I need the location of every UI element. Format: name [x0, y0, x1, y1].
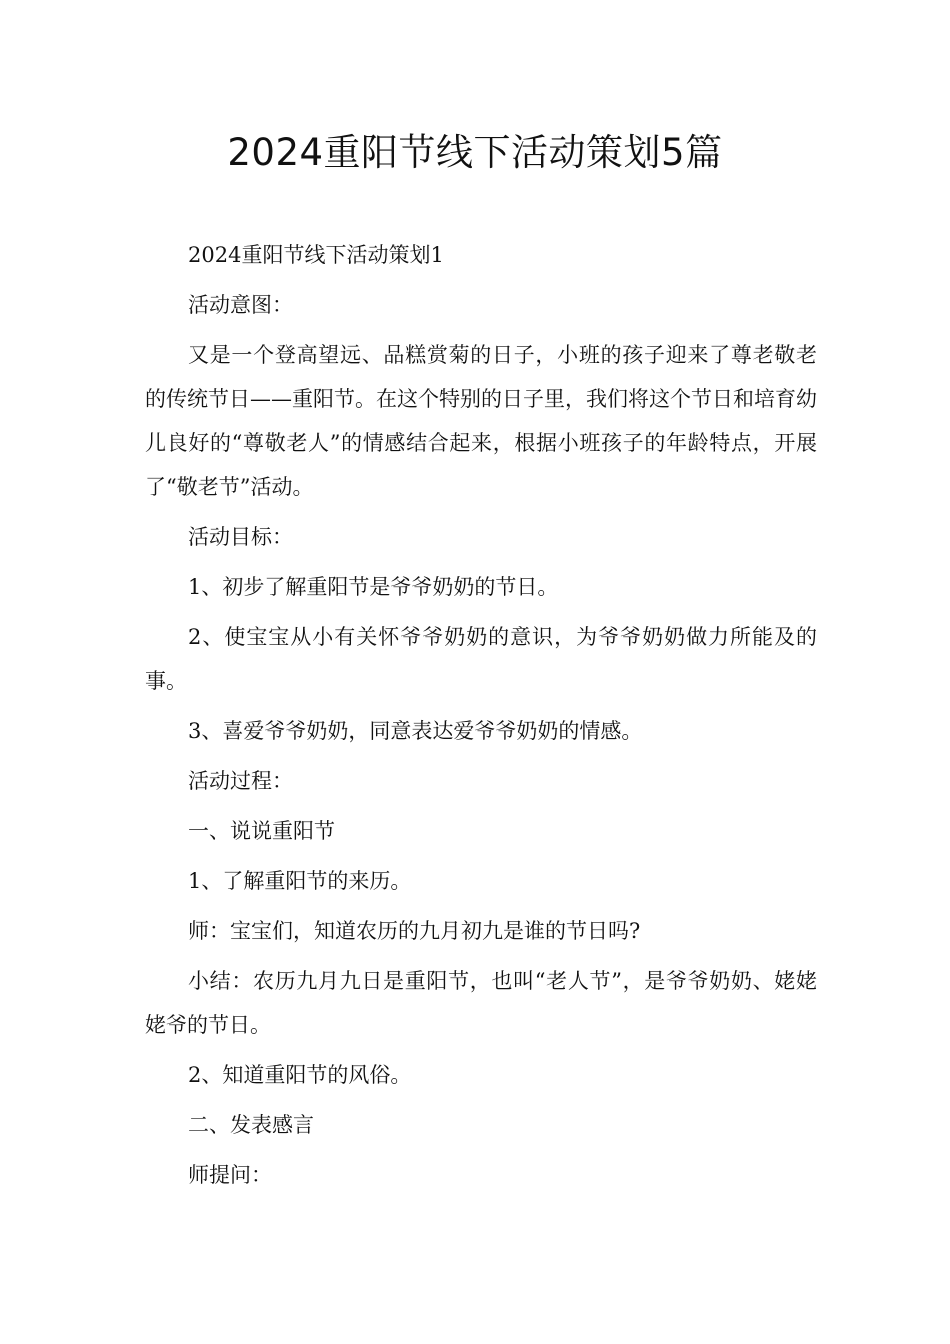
paragraph-intent: 又是一个登高望远、品糕赏菊的日子，小班的孩子迎来了尊老敬老的传统节日——重阳节。在这个特别的日子里，我们将这个节日和培育幼儿良好的“尊敬老人”的情感结合起来，根据小班孩子的年龄特点，开展了“敬老节”活动。 [145, 343, 817, 499]
paragraph-label: 活动过程： [188, 769, 293, 793]
paragraph-summary: 小结：农历九月九日是重阳节，也叫“老人节”，是爷爷奶奶、姥姥姥爷的节日。 [145, 969, 817, 1037]
subsection-heading: 一、说说重阳节 [188, 819, 335, 843]
document-body [145, 233, 817, 1203]
list-item: 1、了解重阳节的来历。 [188, 869, 412, 893]
paragraph-label: 活动目标： [188, 525, 293, 549]
section-heading: 2024重阳节线下活动策划1 [188, 243, 444, 267]
paragraph: 师提问： [188, 1163, 272, 1187]
list-item: 1、初步了解重阳节是爷爷奶奶的节日。 [188, 575, 559, 599]
list-item: 3、喜爱爷爷奶奶，同意表达爱爷爷奶奶的情感。 [188, 719, 643, 743]
list-item: 2、使宝宝从小有关怀爷爷奶奶的意识，为爷爷奶奶做力所能及的事。 [145, 625, 817, 693]
document-title: 2024重阳节线下活动策划5篇 [227, 131, 723, 174]
paragraph: 师：宝宝们，知道农历的九月初九是谁的节日吗? [188, 919, 641, 943]
paragraph-label: 活动意图： [188, 293, 293, 317]
subsection-heading: 二、发表感言 [188, 1113, 314, 1137]
list-item: 2、知道重阳节的风俗。 [188, 1063, 412, 1087]
